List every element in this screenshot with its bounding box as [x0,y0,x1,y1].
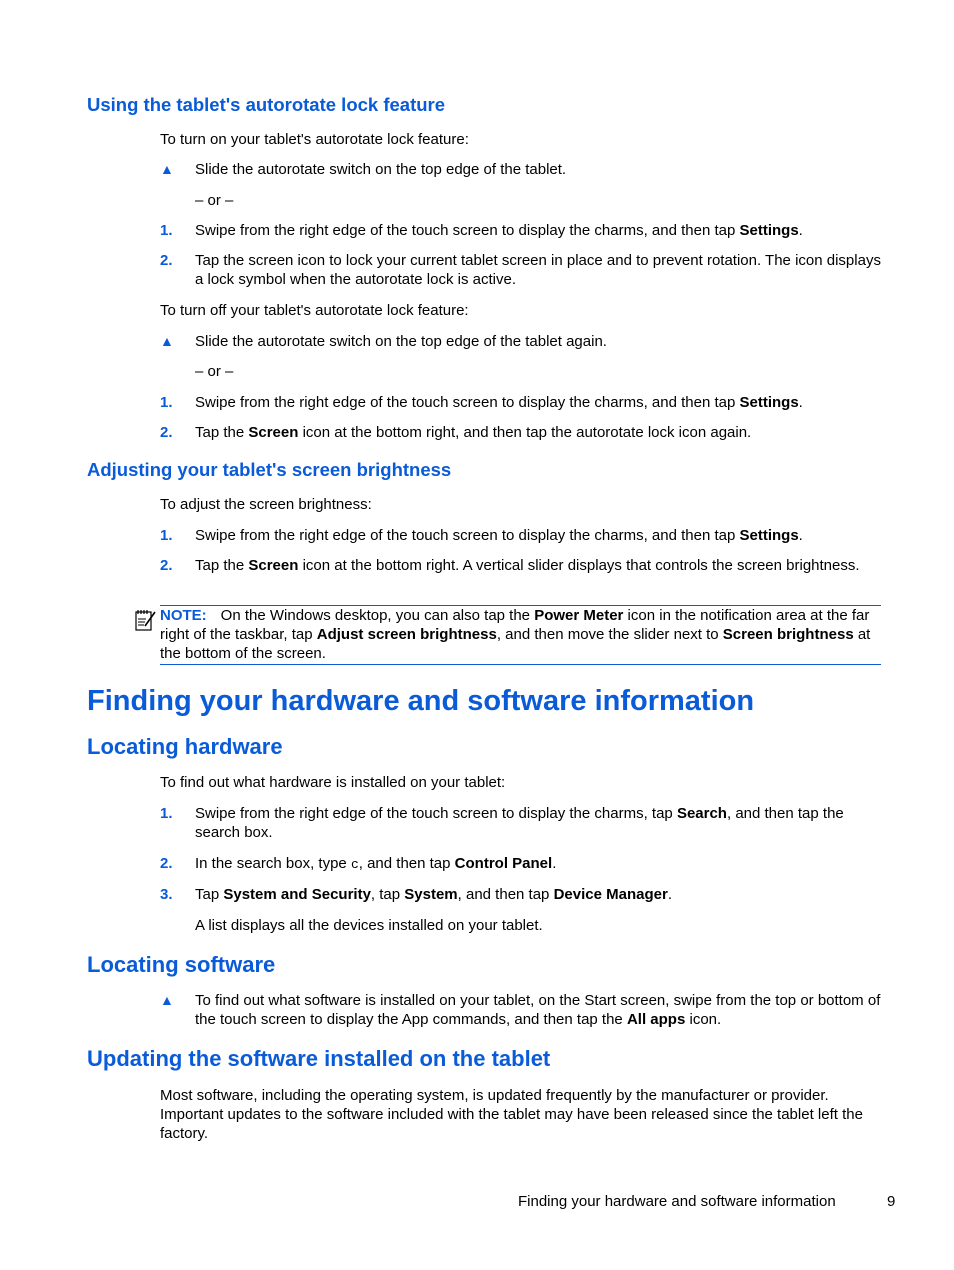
note-box [160,605,881,665]
intro-brightness: To adjust the screen brightness: [160,496,372,513]
note-text: NOTE: On the Windows desktop, you can also tap the Power Meter icon in the notification area at the far right of the taskbar, tap Adjust screen brightness, and then move the slider next to Screen brightness at the bottom of the screen. [160,607,871,662]
or-separator: – or – [195,363,234,380]
heading-screen-brightness: Adjusting your tablet's screen brightness [87,459,452,480]
heading-locating-hardware: Locating hardware [87,734,283,759]
intro-turn-on: To turn on your tablet's autorotate lock feature: [160,131,469,148]
hardware-result: A list displays all the devices installed on your tablet. [195,917,543,934]
intro-turn-off: To turn off your tablet's autorotate lock feature: [160,302,469,319]
chapter-title: Finding your hardware and software information [87,685,755,717]
or-separator: – or – [195,192,234,209]
updating-body: Most software, including the operating system, is updated frequently by the manufacturer or provider. Important updates to the software included with the tablet may have been released since the tablet left the factory. [160,1087,863,1142]
triangle-bullet-icon: ▲ [160,333,174,349]
heading-autorotate-lock: Using the tablet's autorotate lock feature [87,94,446,115]
footer-title: Finding your hardware and software information [518,1193,836,1210]
triangle-bullet-icon: ▲ [160,161,174,177]
page-number: 9 [887,1193,896,1210]
heading-updating-software: Updating the software installed on the tablet [87,1046,551,1071]
heading-locating-software: Locating software [87,952,276,977]
note-pad-icon [133,608,157,632]
triangle-bullet-icon: ▲ [160,992,174,1008]
intro-hardware: To find out what hardware is installed on your tablet: [160,774,506,791]
